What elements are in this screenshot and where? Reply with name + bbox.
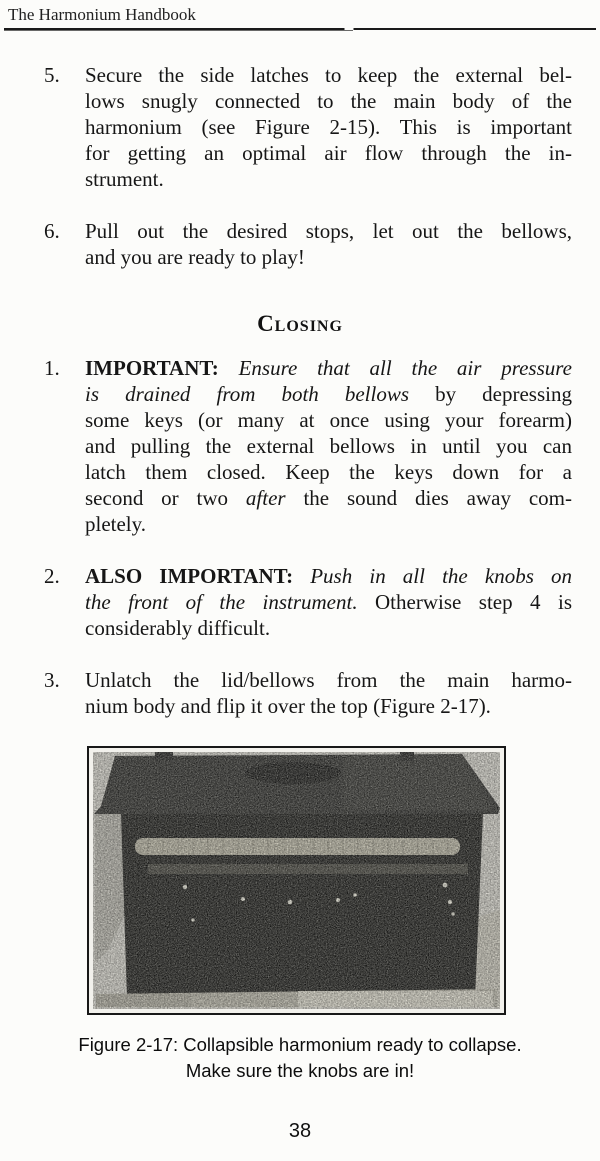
harmonium-photo-graphic xyxy=(93,752,500,1009)
text-line: some keys (or many at once using your forearm) xyxy=(85,408,572,432)
text-line xyxy=(85,485,572,511)
text-line: strument. xyxy=(85,167,164,191)
text-run: after xyxy=(245,486,286,510)
list-item-number: 5. xyxy=(44,63,60,87)
list-item xyxy=(44,563,572,641)
list-item-number: 1. xyxy=(44,356,60,380)
list-item xyxy=(44,62,572,192)
text-run: the sound dies away com- xyxy=(285,486,572,510)
list-item-text xyxy=(85,355,572,537)
text-line: pletely. xyxy=(85,512,147,536)
text-line: Secure the side latches to keep the external bel- xyxy=(85,63,572,87)
text-run: is drained from both bellows xyxy=(85,382,410,406)
text-run: the front of the instrument. xyxy=(85,590,358,614)
text-line: harmonium (see Figure 2-15). This is important xyxy=(85,115,572,139)
opening-steps-list xyxy=(44,62,572,270)
text-run: Otherwise step 4 is xyxy=(357,590,572,614)
list-item xyxy=(44,218,572,270)
list-item-number: 2. xyxy=(44,564,60,588)
text-line xyxy=(85,381,572,407)
text-run: ALSO IMPORTANT: xyxy=(85,564,311,588)
text-line xyxy=(85,563,572,589)
text-run: second or two xyxy=(85,486,246,510)
text-line: for getting an optimal air flow through the in- xyxy=(85,141,572,165)
text-line: lows snugly connected to the main body of the xyxy=(85,89,572,113)
text-line: Pull out the desired stops, let out the bellows, xyxy=(85,219,572,243)
text-line: and you are ready to play! xyxy=(85,245,305,269)
figure-caption-line2: Make sure the knobs are in! xyxy=(185,1060,415,1081)
page-number: 38 xyxy=(288,1120,312,1142)
closing-section-heading: Closing xyxy=(257,311,343,336)
list-item-number: 6. xyxy=(44,219,60,243)
list-item xyxy=(44,355,572,537)
figure-caption xyxy=(0,1032,600,1084)
harmonium-photo xyxy=(87,746,506,1015)
text-run: by depressing xyxy=(409,382,572,406)
text-run: Push in all the knobs on xyxy=(310,564,572,588)
figure-caption-line1: Figure 2-17: Collapsible harmonium ready to collapse. xyxy=(78,1034,522,1055)
closing-steps-list xyxy=(44,355,572,719)
text-line: latch them closed. Keep the keys down for a xyxy=(85,460,572,484)
text-run: IMPORTANT: xyxy=(85,356,239,380)
text-line: and pulling the external bellows in until you can xyxy=(85,434,572,458)
text-line: Unlatch the lid/bellows from the main harmo- xyxy=(85,668,572,692)
list-item-number: 3. xyxy=(44,668,60,692)
figure-2-17 xyxy=(87,746,600,1015)
list-item-text xyxy=(85,62,572,192)
text-line xyxy=(85,589,572,615)
list-item-text xyxy=(85,667,572,719)
list-item-text xyxy=(85,218,572,270)
running-header-title: The Harmonium Handbook xyxy=(8,5,196,24)
text-run: Ensure that all the air pressure xyxy=(238,356,572,380)
header-rule xyxy=(4,28,596,30)
list-item-text xyxy=(85,563,572,641)
text-line: nium body and flip it over the top (Figure 2-17). xyxy=(85,694,491,718)
text-line: considerably difficult. xyxy=(85,616,271,640)
text-line xyxy=(85,355,572,381)
list-item xyxy=(44,667,572,719)
